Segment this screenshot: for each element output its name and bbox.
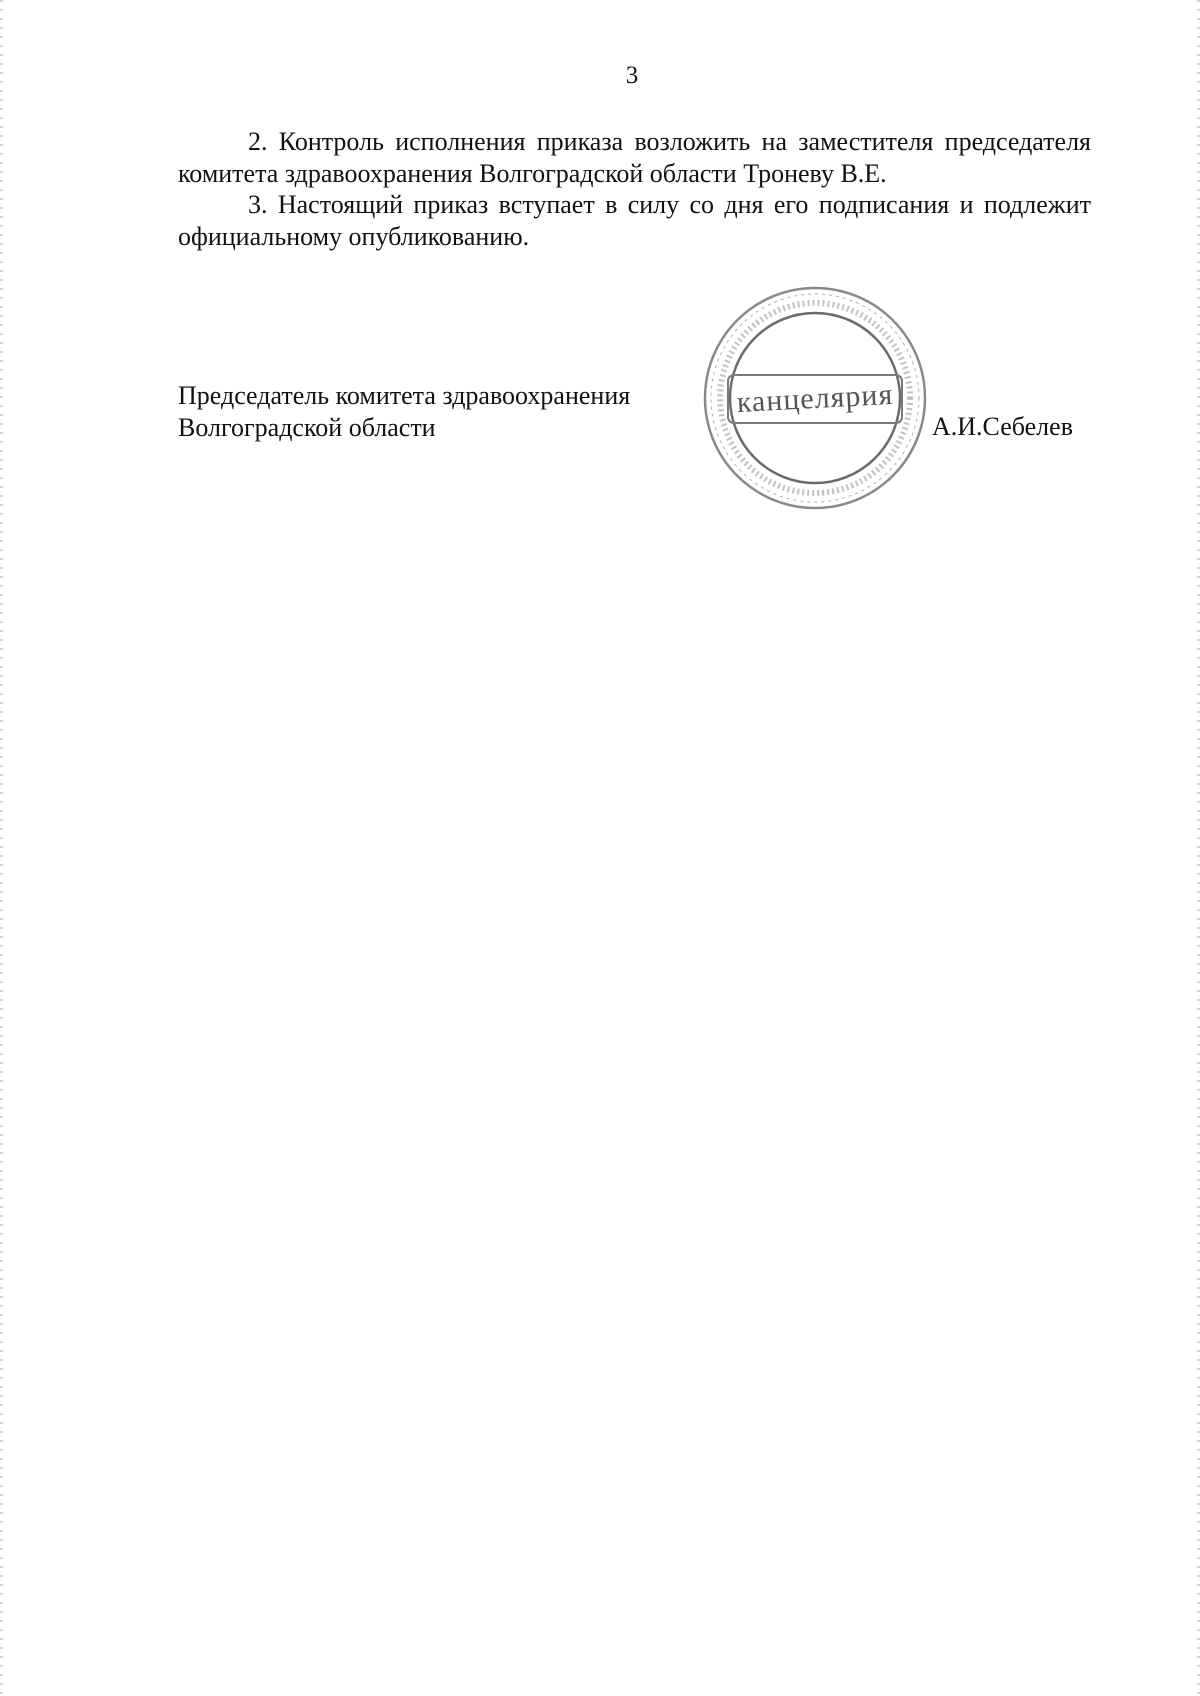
signatory-position: [178, 380, 630, 444]
signatory-position-line-1: Председатель комитета здравоохранения: [178, 381, 631, 410]
paragraph-3: 3. Настоящий приказ вступает в силу со дня его подписания и подлежит официальному опубликованию.: [178, 190, 1091, 251]
signatory-position-line-2: Волгоградской области: [178, 413, 436, 442]
scan-edge-left: [0, 0, 3, 1696]
order-body: [178, 126, 1091, 252]
page-number: 3: [625, 62, 639, 89]
office-stamp: [700, 283, 930, 513]
stamp-center-text: канцелярия: [735, 377, 894, 420]
paragraph-2: 2. Контроль исполнения приказа возложить на заместителя председателя комитета здравоохранения Волгоградской области Троневу В.Е.: [178, 127, 1091, 188]
signatory-name: А.И.Себелев: [932, 412, 1073, 441]
